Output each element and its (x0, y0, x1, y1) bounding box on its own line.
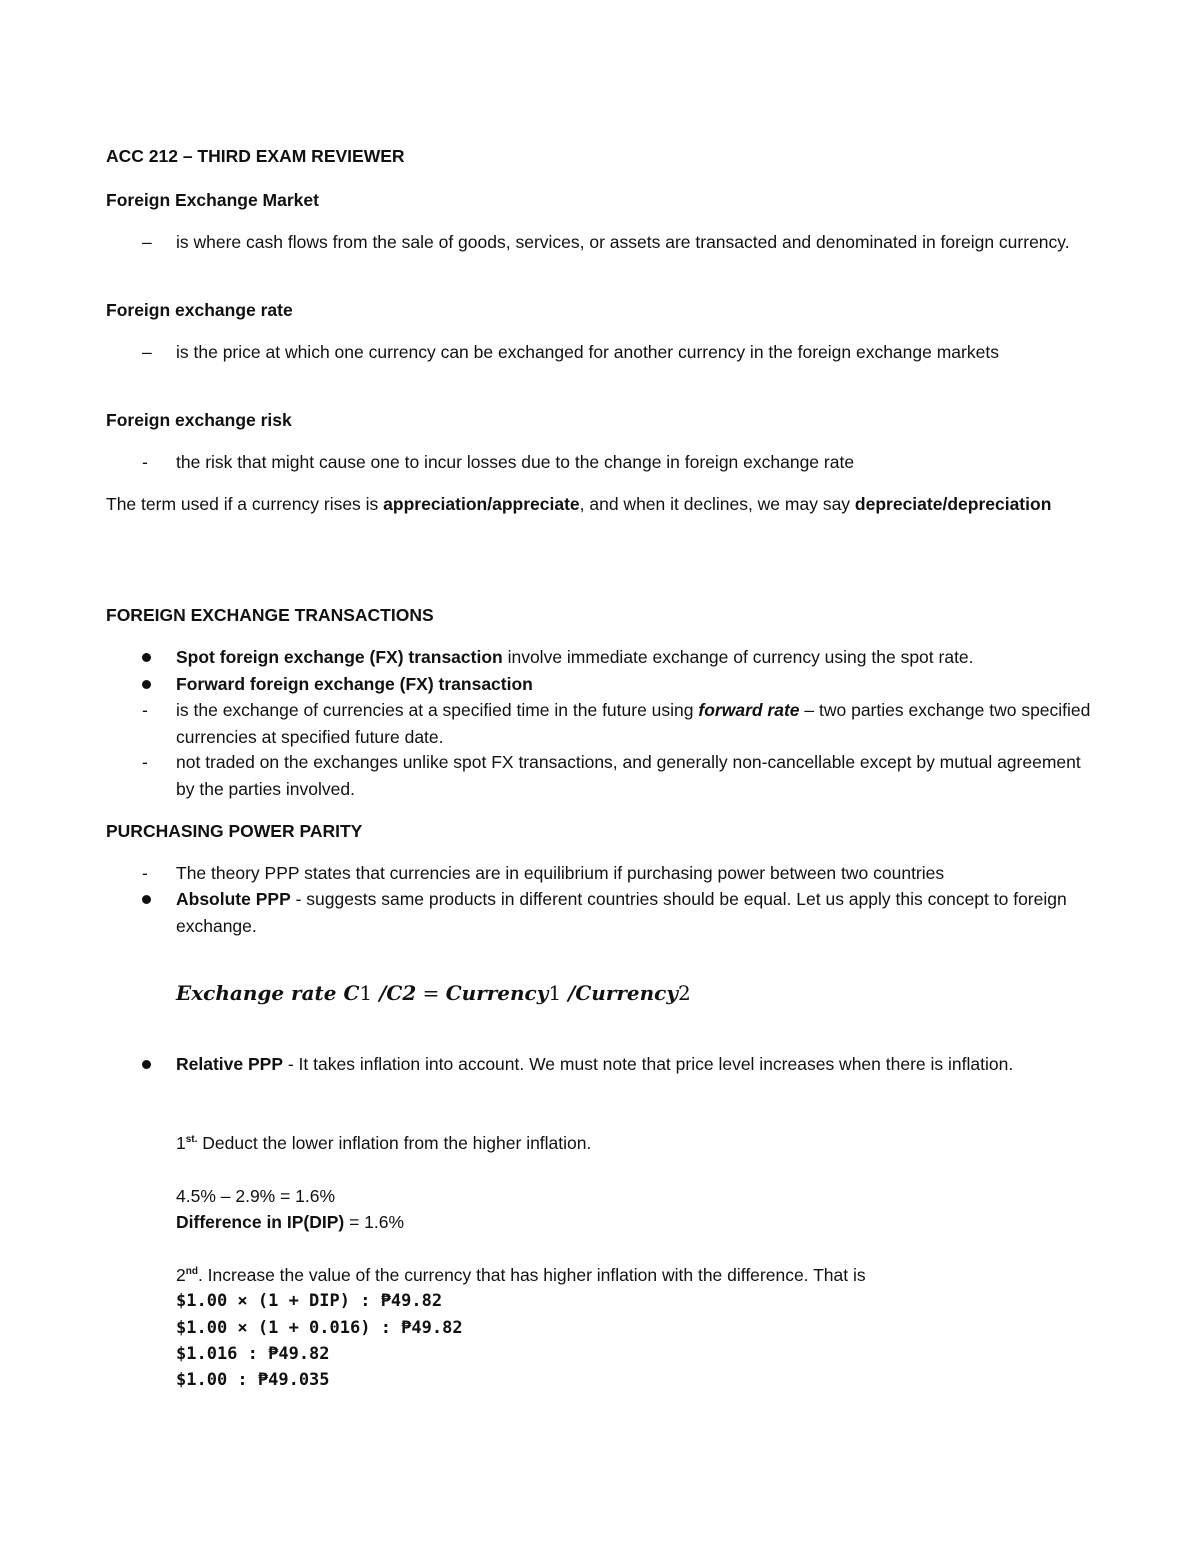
forward-dash-1: - (142, 700, 148, 720)
formula-part-5: Currency (445, 981, 549, 1005)
step-2-number: 2 (176, 1265, 186, 1285)
forward-rate-term: forward rate (698, 700, 800, 720)
relative-ppp-term: Relative PPP (176, 1054, 283, 1074)
ppp-heading: PURCHASING POWER PARITY (106, 821, 363, 841)
equation-3: $1.016 : ₱49.82 (176, 1344, 330, 1364)
formula-part-8: Currency (575, 981, 678, 1005)
forward-bullet (142, 680, 151, 689)
fx-rate-heading: Foreign exchange rate (106, 300, 293, 320)
absolute-ppp-item (176, 886, 1094, 940)
appreciation-mid: , and when it declines, we may say (579, 494, 855, 514)
equation-2: $1.00 × (1 + 0.016) : ₱49.82 (176, 1318, 463, 1338)
formula-part-9: 2 (677, 981, 691, 1005)
forward-text-1-post: – two parties exchange two specified currencies at specified future date. (176, 700, 1091, 747)
fx-market-dash: – (142, 232, 152, 252)
step-2-text: . Increase the value of the currency that has higher inflation with the difference. That is (197, 1265, 866, 1285)
step-1-text: Deduct the lower inflation from the higher inflation. (197, 1133, 592, 1153)
forward-definition-2: not traded on the exchanges unlike spot FX transactions, and generally non-cancellable except by mutual agreement by the parties involved. (176, 752, 1081, 799)
formula-part-3: /C2 (372, 981, 417, 1005)
forward-term: Forward foreign exchange (FX) transaction (176, 674, 533, 694)
fx-risk-dash: - (142, 452, 148, 472)
formula-part-4: = (416, 981, 446, 1005)
step-1 (176, 1130, 1094, 1157)
depreciation-term: depreciate/depreciation (854, 494, 1052, 514)
spot-item (176, 644, 1094, 671)
fx-rate-definition: is the price at which one currency can be exchanged for another currency in the foreign exchange markets (176, 342, 999, 362)
absolute-ppp-term: Absolute PPP (176, 889, 291, 909)
ppp-theory-dash: - (142, 863, 148, 883)
relative-ppp-item (176, 1051, 1094, 1078)
transactions-heading: FOREIGN EXCHANGE TRANSACTIONS (106, 605, 434, 625)
appreciation-pre: The term used if a currency rises is (106, 494, 384, 514)
step-2-suffix: nd (185, 1266, 198, 1277)
step-1-number: 1 (176, 1133, 186, 1153)
fx-risk-heading: Foreign exchange risk (106, 410, 292, 430)
fx-risk-definition: the risk that might cause one to incur losses due to the change in foreign exchange rate (176, 452, 855, 472)
dip-line (176, 1209, 1094, 1236)
step-2 (176, 1262, 1094, 1289)
fx-market-heading: Foreign Exchange Market (106, 190, 319, 210)
fx-rate-dash: – (142, 342, 152, 362)
step-1-suffix: st. (185, 1134, 198, 1145)
equation-1: $1.00 × (1 + DIP) : ₱49.82 (176, 1291, 443, 1311)
forward-dash-2: - (142, 752, 148, 772)
absolute-ppp-text: - suggests same products in different countries should be equal. Let us apply this concept to foreign exchange. (176, 889, 1067, 936)
forward-definition-1 (176, 697, 1094, 751)
page-title: ACC 212 – THIRD EXAM REVIEWER (106, 146, 405, 166)
appreciation-term: appreciation/appreciate (383, 494, 580, 514)
appreciation-paragraph (106, 491, 1094, 518)
spot-text: involve immediate exchange of currency using the spot rate. (502, 647, 974, 667)
fx-market-definition: is where cash flows from the sale of goods, services, or assets are transacted and denominated in foreign currency. (176, 232, 1070, 252)
dip-term: Difference in IP(DIP) (176, 1212, 345, 1232)
exchange-rate-formula (176, 978, 691, 1008)
formula-part-1: Exchange rate C (176, 981, 360, 1005)
equation-4: $1.00 : ₱49.035 (176, 1370, 330, 1390)
absolute-ppp-bullet (142, 895, 151, 904)
forward-text-1-pre: is the exchange of currencies at a specified time in the future using (176, 700, 699, 720)
relative-ppp-text: - It takes inflation into account. We must note that price level increases when there is inflation. (283, 1054, 1014, 1074)
formula-part-7: / (561, 981, 576, 1005)
formula-part-6: 1 (548, 981, 562, 1005)
relative-ppp-bullet (142, 1060, 151, 1069)
spot-bullet (142, 653, 151, 662)
spot-term: Spot foreign exchange (FX) transaction (176, 647, 503, 667)
ppp-theory-text: The theory PPP states that currencies are in equilibrium if purchasing power between two countries (176, 863, 945, 883)
dip-value: = 1.6% (344, 1212, 405, 1232)
formula-part-2: 1 (359, 981, 373, 1005)
inflation-calculation: 4.5% – 2.9% = 1.6% (176, 1186, 336, 1206)
